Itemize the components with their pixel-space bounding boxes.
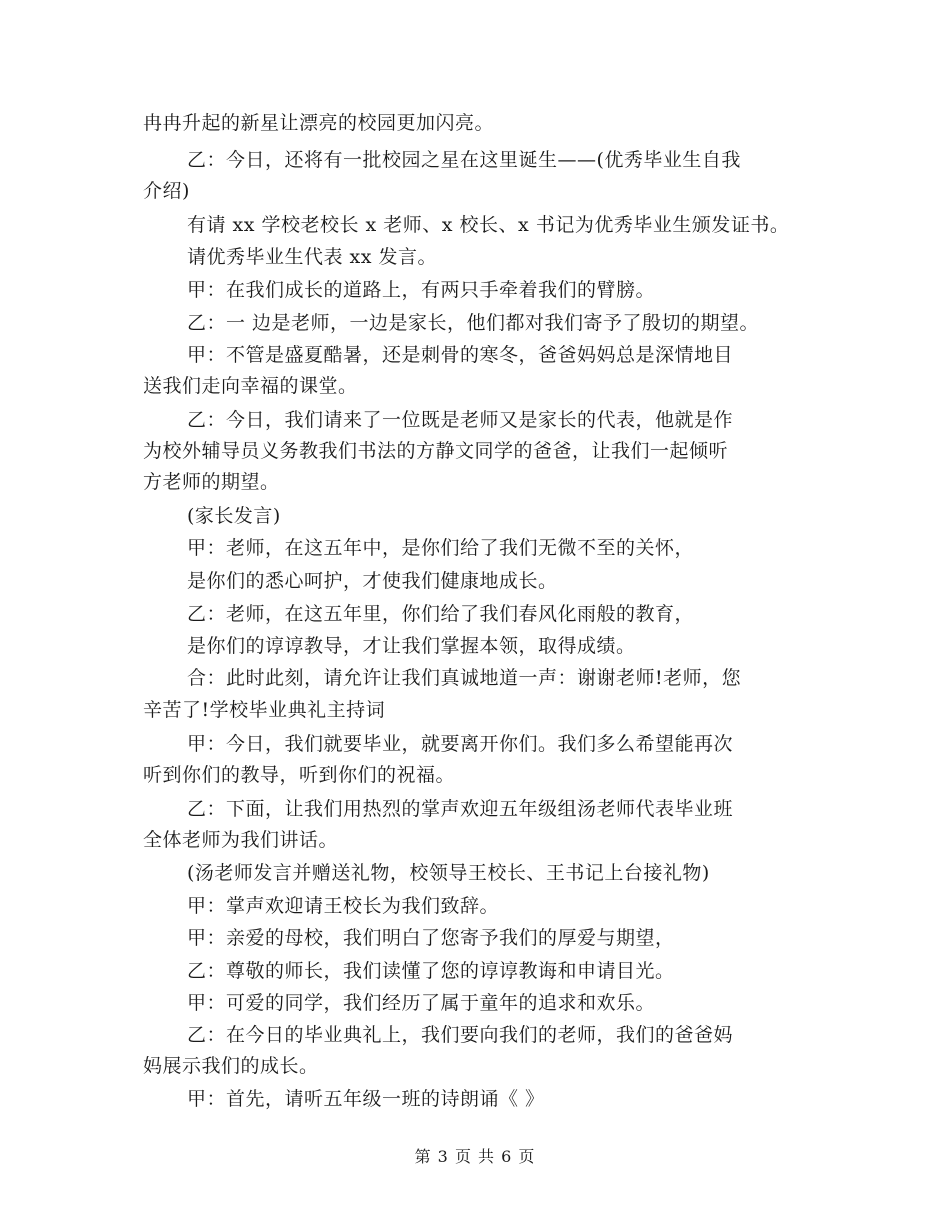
text-line: 全体老师为我们讲话。: [143, 829, 339, 851]
text-line: 乙：老师，在这五年里，你们给了我们春风化雨般的教育，: [187, 603, 695, 625]
text-line: 为校外辅导员义务教我们书法的方静文同学的爸爸，让我们一起倾听: [143, 440, 729, 462]
text-line: (汤老师发言并赠送礼物，校领导王校长、王书记上台接礼物): [187, 862, 710, 884]
text-line: 甲：可爱的同学，我们经历了属于童年的追求和欢乐。: [187, 992, 656, 1014]
text-line: 乙：今日，我们请来了一位既是老师又是家长的代表，他就是作: [187, 409, 734, 431]
text-line: 甲：在我们成长的道路上，有两只手牵着我们的臂膀。: [187, 279, 656, 301]
text-line: 甲：掌声欢迎请王校长为我们致辞。: [187, 895, 500, 917]
text-line: 是你们的悉心呵护，才使我们健康地成长。: [187, 570, 558, 592]
text-line: 乙：今日，还将有一批校园之星在这里诞生——(优秀毕业生自我: [187, 149, 741, 171]
page-footer: 第 3 页 共 6 页: [414, 1147, 536, 1166]
text-line: 乙：下面，让我们用热烈的掌声欢迎五年级组汤老师代表毕业班: [187, 798, 734, 820]
text-line: 乙：尊敬的师长，我们读懂了您的谆谆教诲和申请目光。: [187, 960, 675, 982]
text-line: (家长发言): [187, 505, 281, 527]
text-line: 有请 xx 学校老校长 x 老师、x 校长、x 书记为优秀毕业生颁发证书。: [187, 214, 790, 236]
text-line: 是你们的谆谆教导，才让我们掌握本领，取得成绩。: [187, 635, 636, 657]
text-line: 请优秀毕业生代表 xx 发言。: [187, 246, 438, 268]
text-line: 甲：不管是盛夏酷暑，还是刺骨的寒冬，爸爸妈妈总是深情地目: [187, 344, 734, 366]
text-line: 甲：今日，我们就要毕业，就要离开你们。我们多么希望能再次: [187, 733, 734, 755]
text-line: 甲：首先，请听五年级一班的诗朗诵《 》: [187, 1088, 545, 1110]
text-line: 甲：亲爱的母校，我们明白了您寄予我们的厚爱与期望，: [187, 927, 675, 949]
text-line: 乙：在今日的毕业典礼上，我们要向我们的老师，我们的爸爸妈: [187, 1024, 734, 1046]
text-line: 介绍): [143, 180, 190, 202]
text-line: 妈展示我们的成长。: [143, 1055, 319, 1077]
text-line: 方老师的期望。: [143, 471, 280, 493]
text-line: 听到你们的教导，听到你们的祝福。: [143, 764, 456, 786]
text-line: 冉冉升起的新星让漂亮的校园更加闪亮。: [143, 112, 495, 134]
text-line: 甲：老师，在这五年中，是你们给了我们无微不至的关怀，: [187, 537, 695, 559]
text-line: 辛苦了!学校毕业典礼主持词: [143, 699, 386, 721]
text-line: 合：此时此刻，请允许让我们真诚地道一声：谢谢老师!老师，您: [187, 667, 742, 689]
text-line: 送我们走向幸福的课堂。: [143, 375, 358, 397]
text-line: 乙：一 边是老师，一边是家长，他们都对我们寄予了殷切的期望。: [187, 312, 760, 334]
